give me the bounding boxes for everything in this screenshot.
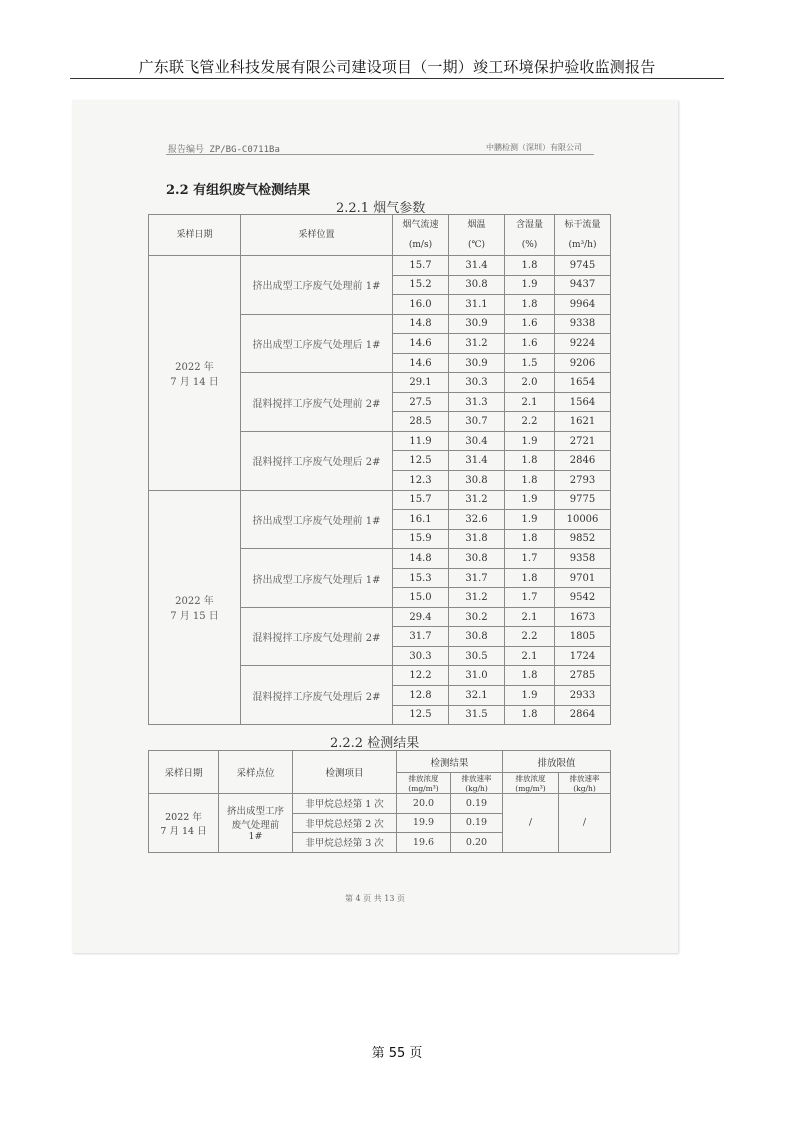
column-header-result: 检测结果 (397, 751, 503, 773)
std-flow-cell: 9338 (555, 314, 611, 334)
std-flow-cell: 9701 (555, 568, 611, 588)
column-header-result-rate: 排放速率 (kg/h) (451, 773, 503, 794)
moisture-cell: 1.9 (505, 510, 555, 530)
moisture-cell: 1.8 (505, 471, 555, 491)
rate-cell: 0.19 (451, 813, 503, 833)
temp-cell: 30.5 (449, 646, 505, 666)
flow-cell: 12.8 (393, 686, 449, 706)
std-flow-cell: 2864 (555, 705, 611, 725)
header-divider (70, 78, 724, 79)
flow-cell: 15.2 (393, 275, 449, 295)
table-row (149, 490, 611, 510)
sampling-position-cell: 挤出成型工序废气处理前 1# (241, 256, 393, 315)
moisture-cell: 2.0 (505, 373, 555, 393)
moisture-cell: 1.9 (505, 275, 555, 295)
temp-cell: 30.4 (449, 431, 505, 451)
moisture-cell: 1.8 (505, 666, 555, 686)
column-header-limit: 排放限值 (503, 751, 611, 773)
flow-cell: 16.1 (393, 510, 449, 530)
flow-cell: 12.5 (393, 705, 449, 725)
temp-cell: 31.8 (449, 529, 505, 549)
std-flow-cell: 2721 (555, 431, 611, 451)
flow-cell: 12.5 (393, 451, 449, 471)
flow-cell: 16.0 (393, 295, 449, 315)
sampling-position-cell: 混料搅拌工序废气处理前 2# (241, 607, 393, 666)
item-cell: 非甲烷总烃第 3 次 (293, 833, 397, 853)
column-header-date: 采样日期 (149, 751, 219, 794)
moisture-cell: 2.1 (505, 392, 555, 412)
moisture-cell: 1.8 (505, 451, 555, 471)
std-flow-cell: 9206 (555, 353, 611, 373)
sampling-point-cell: 挤出成型工序 废气处理前 1# (219, 794, 293, 853)
emission-results-table (148, 750, 611, 853)
flow-cell: 14.6 (393, 353, 449, 373)
std-flow-cell: 9775 (555, 490, 611, 510)
inner-page-footer: 第 4 页 共 13 页 (345, 894, 405, 903)
temp-cell: 30.8 (449, 275, 505, 295)
column-header-point: 采样点位 (219, 751, 293, 794)
std-flow-cell: 9852 (555, 529, 611, 549)
moisture-cell: 1.7 (505, 588, 555, 608)
flow-cell: 15.9 (393, 529, 449, 549)
column-header-position: 采样位置 (241, 215, 393, 256)
std-flow-cell: 1621 (555, 412, 611, 432)
temp-cell: 31.5 (449, 705, 505, 725)
moisture-cell: 1.6 (505, 334, 555, 354)
temp-cell: 32.1 (449, 686, 505, 706)
column-header-result-conc: 排放浓度 (mg/m³) (397, 773, 451, 794)
limit-conc-cell: / (503, 794, 559, 853)
column-header-limit-rate: 排放速率 (kg/h) (559, 773, 611, 794)
flow-cell: 15.7 (393, 256, 449, 276)
temp-cell: 30.7 (449, 412, 505, 432)
sampling-position-cell: 混料搅拌工序废气处理后 2# (241, 431, 393, 490)
conc-cell: 19.9 (397, 813, 451, 833)
temp-cell: 30.8 (449, 471, 505, 491)
std-flow-cell: 1805 (555, 627, 611, 647)
temp-cell: 31.7 (449, 568, 505, 588)
temp-cell: 31.2 (449, 588, 505, 608)
flow-cell: 12.2 (393, 666, 449, 686)
sampling-date-cell: 2022 年 7 月 15 日 (149, 490, 241, 725)
column-header-limit-conc: 排放浓度 (mg/m³) (503, 773, 559, 794)
flow-cell: 29.4 (393, 607, 449, 627)
page-number: 第 55 页 (371, 1046, 423, 1061)
temp-cell: 30.8 (449, 549, 505, 569)
temp-cell: 32.6 (449, 510, 505, 530)
moisture-cell: 1.9 (505, 686, 555, 706)
scanned-page (72, 100, 678, 953)
std-flow-cell: 9437 (555, 275, 611, 295)
temp-cell: 31.4 (449, 256, 505, 276)
moisture-cell: 2.1 (505, 607, 555, 627)
std-flow-cell: 2785 (555, 666, 611, 686)
column-header-item: 检测项目 (293, 751, 397, 794)
temp-cell: 31.0 (449, 666, 505, 686)
temp-cell: 31.1 (449, 295, 505, 315)
flow-cell: 15.0 (393, 588, 449, 608)
moisture-cell: 1.6 (505, 314, 555, 334)
std-flow-cell: 1673 (555, 607, 611, 627)
flow-cell: 14.8 (393, 549, 449, 569)
std-flow-cell: 1724 (555, 646, 611, 666)
std-flow-cell: 9224 (555, 334, 611, 354)
moisture-cell: 1.8 (505, 705, 555, 725)
flow-cell: 30.3 (393, 646, 449, 666)
temp-cell: 31.3 (449, 392, 505, 412)
moisture-cell: 1.8 (505, 295, 555, 315)
std-flow-cell: 2793 (555, 471, 611, 491)
conc-cell: 20.0 (397, 794, 451, 814)
temp-cell: 30.9 (449, 314, 505, 334)
sampling-position-cell: 挤出成型工序废气处理后 1# (241, 314, 393, 373)
std-flow-cell: 2846 (555, 451, 611, 471)
std-flow-cell: 9358 (555, 549, 611, 569)
moisture-cell: 1.9 (505, 431, 555, 451)
moisture-cell: 2.1 (505, 646, 555, 666)
flow-cell: 27.5 (393, 392, 449, 412)
moisture-cell: 2.2 (505, 412, 555, 432)
std-flow-cell: 9542 (555, 588, 611, 608)
flow-cell: 12.3 (393, 471, 449, 491)
moisture-cell: 1.8 (505, 256, 555, 276)
table-row (149, 794, 611, 814)
flow-cell: 11.9 (393, 431, 449, 451)
flow-cell: 15.3 (393, 568, 449, 588)
moisture-cell: 1.9 (505, 490, 555, 510)
sampling-date-cell: 2022 年 7 月 14 日 (149, 794, 219, 853)
sampling-position-cell: 挤出成型工序废气处理前 1# (241, 490, 393, 549)
std-flow-cell: 1654 (555, 373, 611, 393)
rate-cell: 0.19 (451, 794, 503, 814)
conc-cell: 19.6 (397, 833, 451, 853)
moisture-cell: 1.8 (505, 529, 555, 549)
column-header-moisture: 含湿量 (%) (505, 215, 555, 256)
item-cell: 非甲烷总烃第 1 次 (293, 794, 397, 814)
item-cell: 非甲烷总烃第 2 次 (293, 813, 397, 833)
temp-cell: 30.3 (449, 373, 505, 393)
std-flow-cell: 9745 (555, 256, 611, 276)
temp-cell: 30.8 (449, 627, 505, 647)
flow-cell: 31.7 (393, 627, 449, 647)
sampling-position-cell: 混料搅拌工序废气处理前 2# (241, 373, 393, 432)
column-header-std-flow: 标干流量 (m³/h) (555, 215, 611, 256)
flow-cell: 15.7 (393, 490, 449, 510)
column-header-temp: 烟温 (℃) (449, 215, 505, 256)
rate-cell: 0.20 (451, 833, 503, 853)
table-row (149, 256, 611, 276)
column-header-date: 采样日期 (149, 215, 241, 256)
std-flow-cell: 9964 (555, 295, 611, 315)
temp-cell: 31.4 (449, 451, 505, 471)
subsection-results: 2.2.2 检测结果 (330, 736, 420, 751)
std-flow-cell: 2933 (555, 686, 611, 706)
flue-gas-parameters-table (148, 214, 611, 725)
subsection-flue-gas-params: 2.2.1 烟气参数 (336, 201, 426, 216)
section-title: 2.2 有组织废气检测结果 (166, 183, 311, 198)
moisture-cell: 1.7 (505, 549, 555, 569)
flow-cell: 29.1 (393, 373, 449, 393)
sampling-position-cell: 挤出成型工序废气处理后 1# (241, 549, 393, 608)
report-number: 报告编号 ZP/BG-C0711Ba (168, 145, 280, 155)
testing-company: 中鹏检测（深圳）有限公司 (486, 143, 582, 152)
sampling-date-cell: 2022 年 7 月 14 日 (149, 256, 241, 491)
moisture-cell: 1.8 (505, 568, 555, 588)
moisture-cell: 2.2 (505, 627, 555, 647)
moisture-cell: 1.5 (505, 353, 555, 373)
std-flow-cell: 1564 (555, 392, 611, 412)
sampling-position-cell: 混料搅拌工序废气处理后 2# (241, 666, 393, 725)
temp-cell: 31.2 (449, 490, 505, 510)
limit-rate-cell: / (559, 794, 611, 853)
document-header-title: 广东联飞管业科技发展有限公司建设项目（一期）竣工环境保护验收监测报告 (138, 58, 656, 76)
flow-cell: 28.5 (393, 412, 449, 432)
table-header-row (149, 751, 611, 773)
flow-cell: 14.8 (393, 314, 449, 334)
scan-header-divider (166, 154, 594, 155)
temp-cell: 31.2 (449, 334, 505, 354)
temp-cell: 30.2 (449, 607, 505, 627)
std-flow-cell: 10006 (555, 510, 611, 530)
temp-cell: 30.9 (449, 353, 505, 373)
flow-cell: 14.6 (393, 334, 449, 354)
column-header-flow: 烟气流速 (m/s) (393, 215, 449, 256)
table-header-row (149, 215, 611, 256)
